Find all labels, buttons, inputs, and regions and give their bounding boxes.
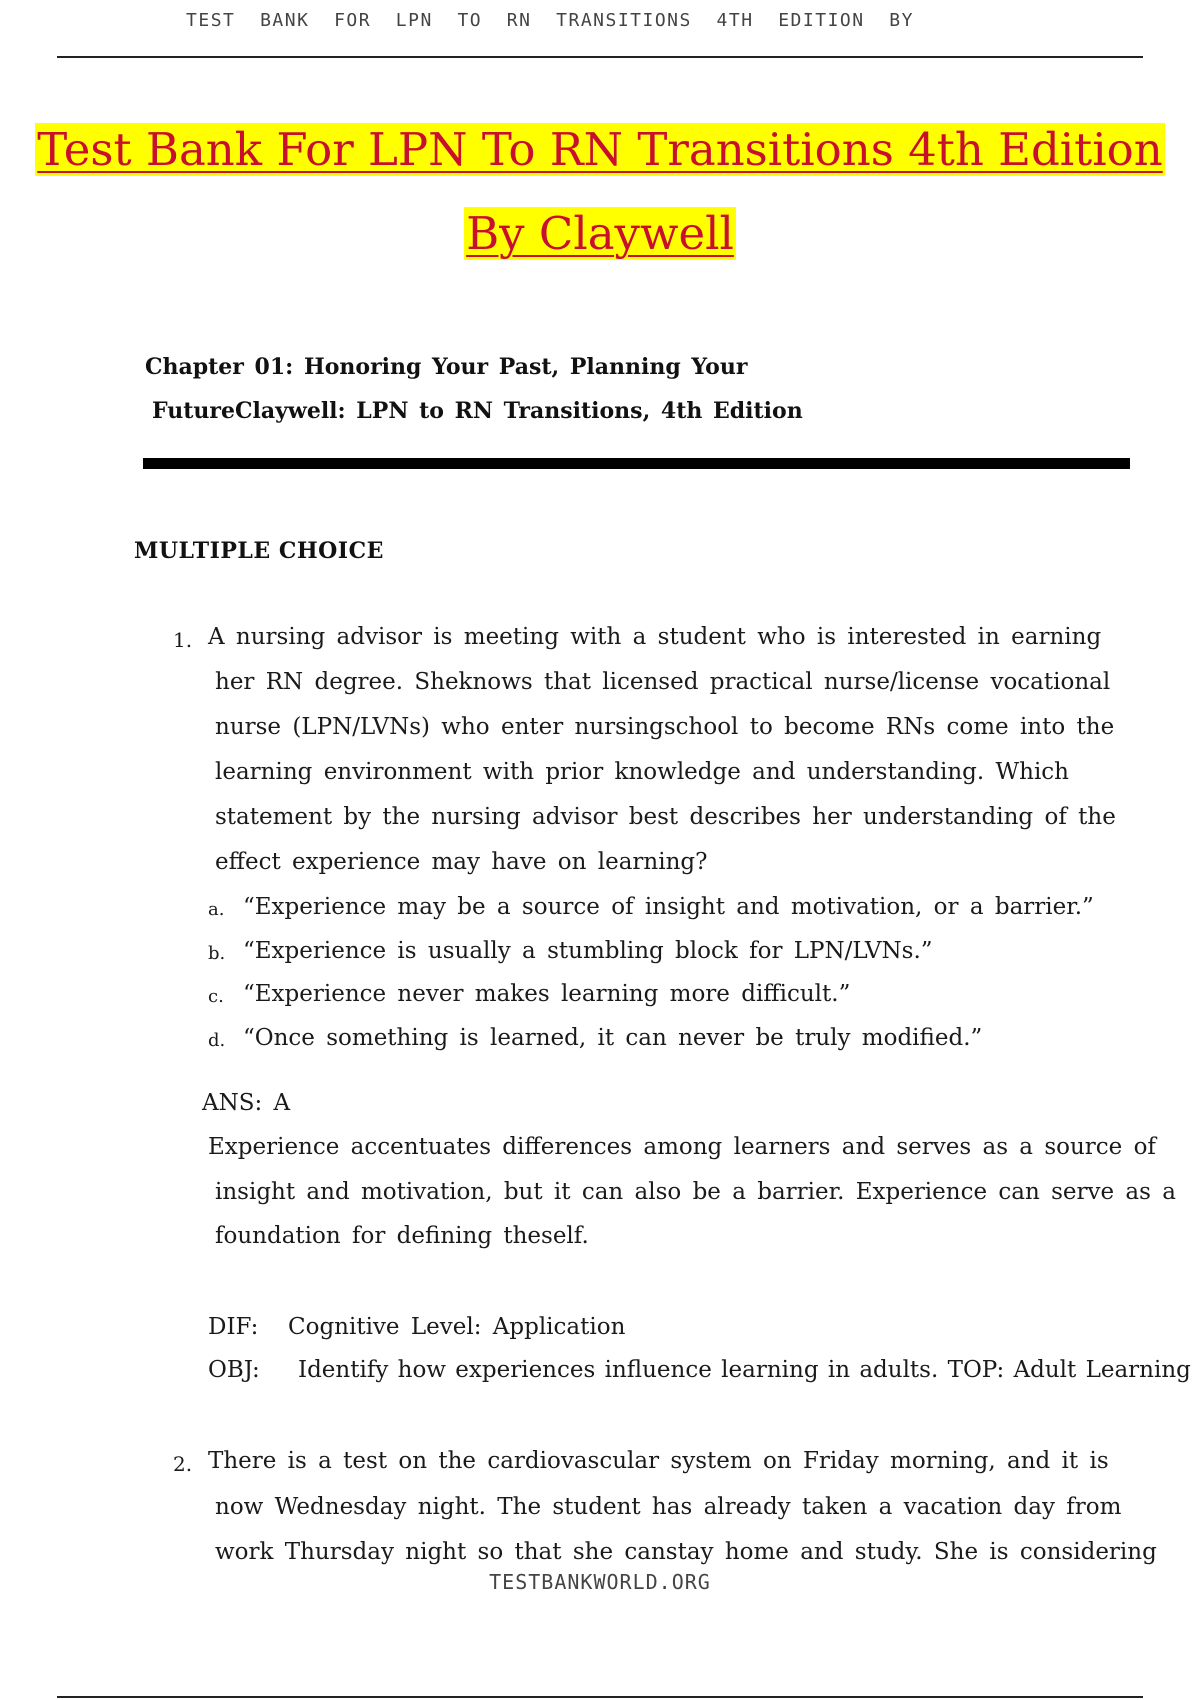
rationale-line: foundation for defining theself. [215, 1223, 589, 1249]
footer-url: TESTBANKWORLD.ORG [489, 1570, 711, 1594]
difficulty-label: DIF: [208, 1314, 259, 1340]
question-stem-line: her RN degree. Sheknows that licensed practical nurse/license vocational [215, 669, 1111, 695]
rationale-line: insight and motivation, but it can also be a barrier. Experience can serve as a [215, 1179, 1176, 1205]
question-stem-line: learning environment with prior knowledge and understanding. Which [215, 759, 1069, 785]
option-label-b: b. [208, 943, 226, 964]
chapter-divider [143, 458, 1130, 469]
rationale-line: Experience accentuates differences among learners and serves as a source of [208, 1134, 1156, 1160]
title-line-1-text: Test Bank For LPN To RN Transitions 4th Edition [37, 123, 1163, 176]
title-line-2-text: By Claywell [466, 207, 734, 260]
chapter-heading-line-2: FutureClaywell: LPN to RN Transitions, 4th Edition [152, 398, 803, 424]
question-stem-line: statement by the nursing advisor best describes her understanding of the [215, 804, 1116, 830]
document-title-line-1 [0, 123, 1200, 176]
option-c: “Experience never makes learning more difficult.” [243, 981, 851, 1007]
option-a: “Experience may be a source of insight and motivation, or a barrier.” [243, 894, 1094, 920]
question-stem-line: now Wednesday night. The student has already taken a vacation day from [215, 1494, 1122, 1520]
question-number: 1. [173, 628, 193, 652]
question-stem-line: There is a test on the cardiovascular system on Friday morning, and it is [208, 1448, 1109, 1474]
option-b: “Experience is usually a stumbling block for LPN/LVNs.” [243, 938, 933, 964]
chapter-heading-line-1: Chapter 01: Honoring Your Past, Planning Your [145, 354, 748, 380]
document-title-line-2 [0, 207, 1200, 260]
section-heading: MULTIPLE CHOICE [134, 538, 384, 564]
header-divider [57, 56, 1143, 58]
question-number: 2. [173, 1452, 193, 1476]
question-stem-line: work Thursday night so that she canstay home and study. She is considering [215, 1539, 1157, 1565]
objective-value: Identify how experiences influence learning in adults. TOP: Adult Learning [298, 1357, 1191, 1383]
running-header: TEST BANK FOR LPN TO RN TRANSITIONS 4TH EDITION BY [186, 10, 914, 31]
question-stem-line: A nursing advisor is meeting with a student who is interested in earning [208, 624, 1102, 650]
option-label-a: a. [208, 899, 225, 920]
option-label-d: d. [208, 1030, 226, 1051]
question-stem-line: nurse (LPN/LVNs) who enter nursingschool to become RNs come into the [215, 714, 1115, 740]
footer-divider [57, 1696, 1143, 1698]
question-stem-line: effect experience may have on learning? [215, 849, 708, 875]
answer-key: ANS: A [202, 1090, 291, 1116]
difficulty-value: Cognitive Level: Application [288, 1314, 626, 1340]
option-d: “Once something is learned, it can never be truly modified.” [243, 1025, 983, 1051]
objective-label: OBJ: [208, 1357, 260, 1383]
option-label-c: c. [208, 986, 224, 1007]
